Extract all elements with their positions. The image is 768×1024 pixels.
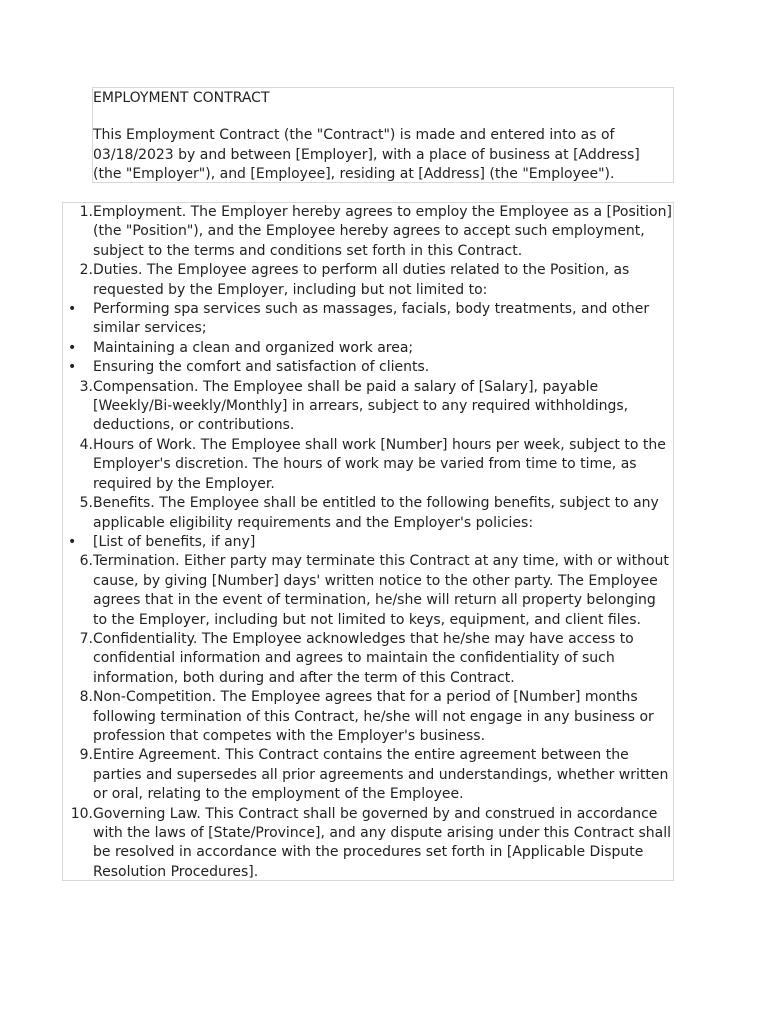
clause-compensation [63,378,673,436]
clause-non-competition [63,688,673,746]
clause-confidentiality [63,630,673,688]
list-marker: 1. [79,204,93,220]
list-marker: 8. [79,689,93,706]
list-item-text: Ensuring the comfort and satisfaction of clients. [93,359,430,376]
list-marker: 9. [79,747,93,764]
clause-employment [63,203,673,261]
list-item-text: Employment. The Employer hereby agrees to employ the Employee as a [Position] (the "Position"), and the Employee hereby agrees to accept such employment, subject to the terms and conditions set forth in this Contract. [93,204,672,259]
bullet-marker: • [68,359,77,376]
list-item-text: Maintaining a clean and organized work area; [93,339,414,356]
clause-entire-agreement [63,746,673,804]
list-marker: 2. [79,262,93,279]
list-item-text: Governing Law. This Contract shall be governed by and construed in accordance with the laws of [State/Province], and any dispute arising under this Contract shall be resolved in accordance with the procedures set forth in [Applicable Dispute Resolution Procedures]. [93,805,671,880]
list-item-text: Non-Competition. The Employee agrees that for a period of [Number] months following termination of this Contract, he/she will not engage in any business or profession that competes with the Employer's business. [93,689,654,744]
list-item-text: Entire Agreement. This Contract contains the entire agreement between the parties and supersedes all prior agreements and understandings, whether written or oral, relating to the employment of the Employee. [93,747,669,803]
list-marker: 10. [70,805,93,822]
duty-bullet [63,339,673,358]
list-item-text: Hours of Work. The Employee shall work [Number] hours per week, subject to the Employer's discretion. The hours of work may be varied from time to time, as required by the Employer. [93,436,666,492]
list-marker: 3. [79,378,93,395]
list-marker: 6. [79,553,93,570]
clause-termination [63,552,673,630]
list-marker: 4. [79,436,93,453]
clause-duties [63,261,673,300]
benefit-bullet [63,533,673,552]
document-title: EMPLOYMENT CONTRACT [93,90,270,106]
intro-paragraph: This Employment Contract (the "Contract") is made and entered into as of 03/18/2023 by and between [Employer], with a place of business at [Address] (the "Employer"), and [Employee], residing at [Address] (the "Employee"). [93,127,640,183]
contract-clauses [62,202,674,881]
clause-hours-of-work [63,436,673,494]
bullet-marker: • [68,339,77,356]
duty-bullet [63,358,673,377]
clause-list [63,203,673,882]
clause-governing-law [63,805,673,883]
list-marker: 5. [79,495,93,512]
duty-bullet [63,300,673,339]
bullet-marker: • [68,533,77,550]
bullet-marker: • [68,301,77,318]
list-item-text: Termination. Either party may terminate this Contract at any time, with or without cause, by giving [Number] days' written notice to the other party. The Employee agrees that in the event of termination, he/she will return all property belonging to the Employer, including but not limited to keys, equipment, and client files. [93,553,669,628]
list-item-text: Duties. The Employee agrees to perform all duties related to the Position, as requested by the Employer, including but not limited to: [93,262,630,298]
contract-header [92,87,674,183]
list-item-text: Confidentiality. The Employee acknowledges that he/she may have access to confidential information and agrees to maintain the confidentiality of such information, both during and after the term of this Contract. [93,630,634,686]
list-item-text: [List of benefits, if any] [93,533,256,550]
list-item-text: Compensation. The Employee shall be paid a salary of [Salary], payable [Weekly/Bi-weekly/Monthly] in arrears, subject to any required withholdings, deductions, or contributions. [93,378,629,434]
list-item-text: Benefits. The Employee shall be entitled to the following benefits, subject to any applicable eligibility requirements and the Employer's policies: [93,495,659,531]
list-item-text: Performing spa services such as massages, facials, body treatments, and other similar services; [93,301,650,337]
list-marker: 7. [79,630,93,647]
clause-benefits [63,494,673,533]
